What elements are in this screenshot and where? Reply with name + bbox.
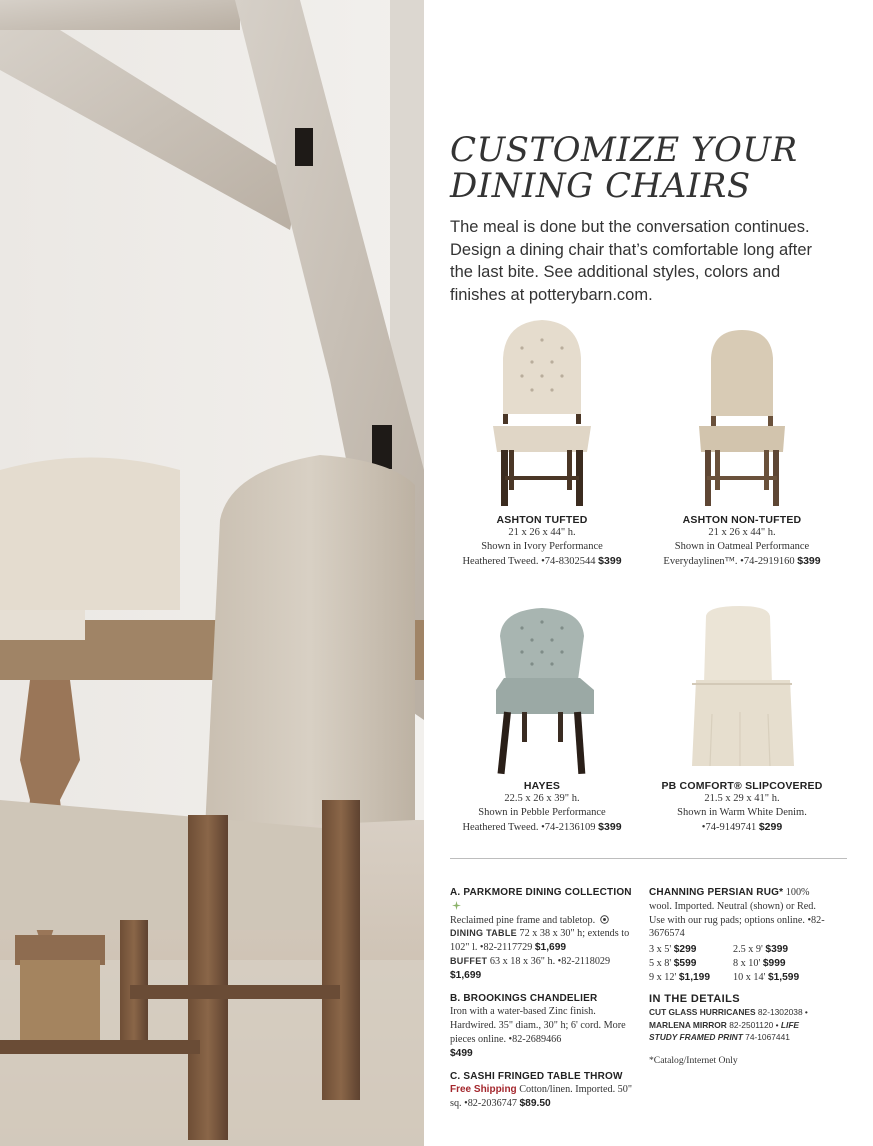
rug-size-row: 3 x 5' $299 <box>649 944 697 956</box>
dining-room-photo <box>0 0 424 1146</box>
rug-size-row: 8 x 10' $999 <box>733 957 786 969</box>
brookings-desc: Iron with a water-based Zinc finish. Hardwired. 35" diam., 30" h; 6' cord. More pieces online. •82-2689466 <box>450 1006 626 1045</box>
product-dims: 22.5 x 26 x 39" h. <box>504 793 580 804</box>
product-dims: 21 x 26 x 44" h. <box>508 527 576 538</box>
section-divider <box>450 858 847 859</box>
detail-item-name: CUT GLASS HURRICANES <box>649 1007 756 1018</box>
page-title <box>450 132 850 204</box>
product-sku: Heathered Tweed. •74-2136109 <box>462 822 596 833</box>
brookings-block <box>450 992 635 1061</box>
dining-table-price: $1,699 <box>534 942 567 954</box>
dining-table-text: 72 x 38 x 30" h; extends to 102" l. •82-2117729 <box>450 928 630 954</box>
product-sku: Everydaylinen™. •74-2919160 <box>663 556 795 567</box>
rug-size-row: 5 x 8' $599 <box>649 957 697 969</box>
product-pb-comfort-slipcovered[interactable] <box>642 604 842 835</box>
left-details-column <box>450 886 635 1120</box>
in-the-details-heading: IN THE DETAILS <box>649 992 740 1005</box>
rug-size-row: 2.5 x 9' $399 <box>733 944 789 956</box>
right-details-column <box>649 886 829 1068</box>
pb-comfort-slipcovered-image <box>682 604 802 776</box>
product-finish: Shown in Warm White Denim. <box>677 807 807 818</box>
product-dims: 21 x 26 x 44" h. <box>708 527 776 538</box>
eco-leaf-icon <box>452 901 461 910</box>
rug-size-row: 10 x 14' $1,599 <box>733 971 800 983</box>
product-name: ASHTON TUFTED <box>496 514 588 526</box>
intro-text: The meal is done but the conversation continues. Design a dining chair that’s comfortable long after the last bite. See additional styles, colors and finishes at potterybarn.com. <box>450 218 812 304</box>
product-finish: Shown in Ivory Performance <box>481 541 603 552</box>
rug-heading: CHANNING PERSIAN RUG* <box>649 887 784 898</box>
product-name: PB COMFORT® SLIPCOVERED <box>661 780 823 792</box>
rug-size-row: 9 x 12' $1,199 <box>649 971 711 983</box>
buffet-text: 63 x 18 x 36" h. •82-2118029 <box>489 955 611 967</box>
ashton-tufted-image <box>487 318 597 510</box>
rug-size-grid <box>649 943 829 984</box>
catalog-panel <box>424 0 873 1146</box>
sashi-price: $89.50 <box>519 1098 551 1110</box>
catalog-note: *Catalog/Internet Only <box>649 1054 738 1066</box>
free-shipping-badge: Free Shipping <box>450 1084 517 1096</box>
brookings-price: $499 <box>450 1047 473 1059</box>
rug-block <box>649 886 829 985</box>
reclaimed-wood-icon <box>600 915 609 924</box>
buffet-label: BUFFET <box>450 955 488 966</box>
product-sku: •74-9149741 <box>701 822 757 833</box>
product-name: ASHTON NON-TUFTED <box>682 514 802 526</box>
product-price: $299 <box>758 821 783 833</box>
sashi-desc: Cotton/linen. Imported. 50" sq. •82-2036747 <box>450 1084 633 1110</box>
sashi-block <box>450 1070 635 1111</box>
product-finish: Shown in Pebble Performance <box>478 807 606 818</box>
sashi-heading: C. SASHI FRINGED TABLE THROW <box>450 1070 623 1082</box>
parkmore-heading: A. PARKMORE DINING COLLECTION <box>450 887 632 898</box>
headline-line-1: CUSTOMIZE YOUR <box>450 130 798 170</box>
product-finish: Shown in Oatmeal Performance <box>674 541 810 552</box>
product-hayes[interactable] <box>442 606 642 835</box>
parkmore-block <box>450 886 635 983</box>
product-price: $399 <box>598 821 622 833</box>
dining-table-label: DINING TABLE <box>450 928 517 939</box>
brookings-heading: B. BROOKINGS CHANDELIER <box>450 992 598 1004</box>
headline-line-2: DINING CHAIRS <box>450 166 751 206</box>
product-sku: Heathered Tweed. •74-8302544 <box>462 556 596 567</box>
product-ashton-tufted[interactable] <box>442 318 642 569</box>
dining-scene-image <box>0 0 424 1146</box>
parkmore-desc: Reclaimed pine frame and tabletop. <box>450 914 596 926</box>
product-dims: 21.5 x 29 x 41" h. <box>704 793 780 804</box>
buffet-price: $1,699 <box>450 969 482 981</box>
hayes-image <box>482 606 602 776</box>
product-price: $399 <box>598 555 622 567</box>
ashton-non-tufted-image <box>687 326 797 510</box>
product-price: $399 <box>797 555 821 567</box>
detail-item-name: MARLENA MIRROR <box>649 1019 727 1030</box>
product-ashton-non-tufted[interactable] <box>642 326 842 569</box>
product-name: HAYES <box>523 780 561 792</box>
rug-desc: 100% wool. Imported. Neutral (shown) or Red. Use with our rug pads; options online. •82-3676574 <box>649 887 825 940</box>
in-the-details-list: CUT GLASS HURRICANES 82-1302038 • MARLENA MIRROR 82-2501120 • LIFE STUDY FRAMED PRINT 74-1067441 <box>649 1007 808 1043</box>
detail-item-name: STUDY FRAMED PRINT <box>649 1032 743 1043</box>
